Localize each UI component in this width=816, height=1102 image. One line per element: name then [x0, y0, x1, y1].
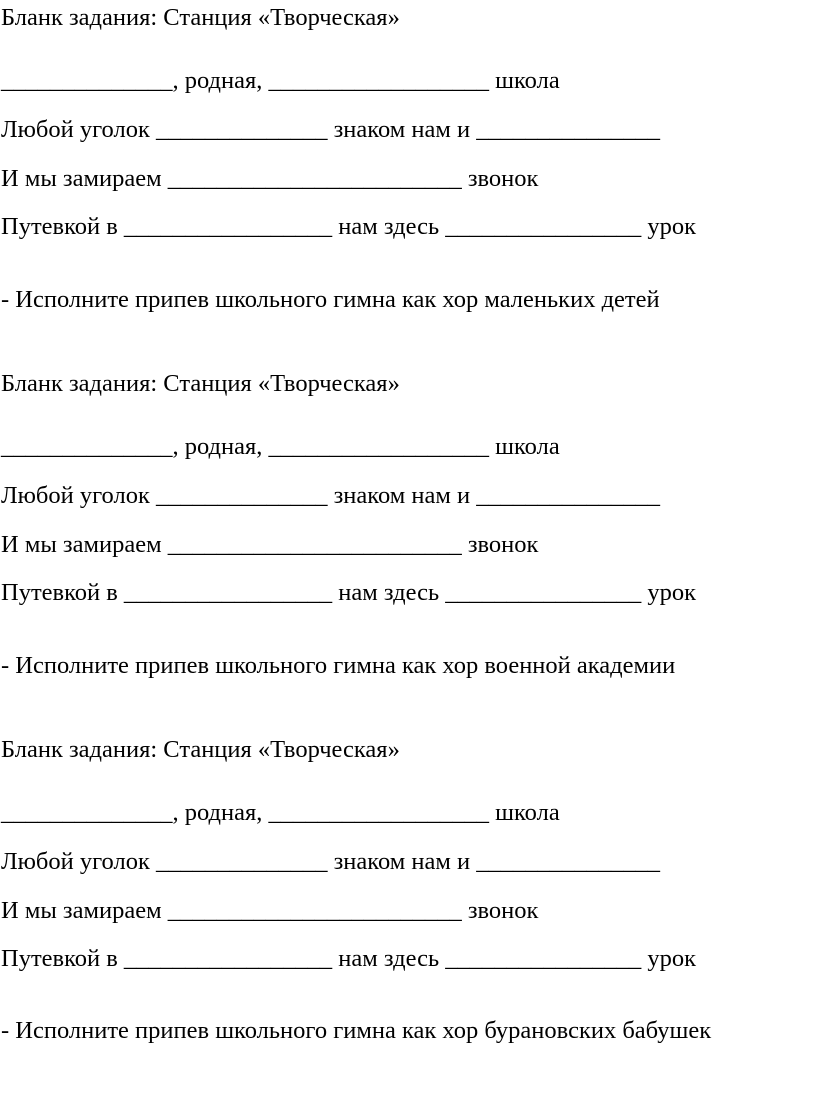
verse-line-4: Путевкой в _________________ нам здесь ________________ урок: [1, 579, 697, 606]
task-instruction: - Исполните припев школьного гимна как хор бурановских бабушек: [1, 1017, 712, 1044]
verse-line-2: Любой уголок ______________ знаком нам и _______________: [1, 116, 660, 143]
sheet-title: Бланк задания: Станция «Творческая»: [1, 370, 400, 397]
verse-line-3: И мы замираем ________________________ звонок: [1, 897, 539, 924]
sheet-title: Бланк задания: Станция «Творческая»: [1, 736, 400, 763]
task-instruction: - Исполните припев школьного гимна как хор маленьких детей: [1, 286, 660, 313]
sheet-title: Бланк задания: Станция «Творческая»: [1, 4, 400, 31]
verse-line-2: Любой уголок ______________ знаком нам и _______________: [1, 848, 660, 875]
verse-line-2: Любой уголок ______________ знаком нам и _______________: [1, 482, 660, 509]
verse-line-3: И мы замираем ________________________ звонок: [1, 165, 539, 192]
verse-line-4: Путевкой в _________________ нам здесь ________________ урок: [1, 213, 697, 240]
verse-line-4: Путевкой в _________________ нам здесь ________________ урок: [1, 945, 697, 972]
verse-line-3: И мы замираем ________________________ звонок: [1, 531, 539, 558]
verse-line-1: ______________, родная, __________________ школа: [1, 67, 560, 94]
verse-line-1: ______________, родная, __________________ школа: [1, 433, 560, 460]
task-instruction: - Исполните припев школьного гимна как хор военной академии: [1, 652, 676, 679]
verse-line-1: ______________, родная, __________________ школа: [1, 799, 560, 826]
